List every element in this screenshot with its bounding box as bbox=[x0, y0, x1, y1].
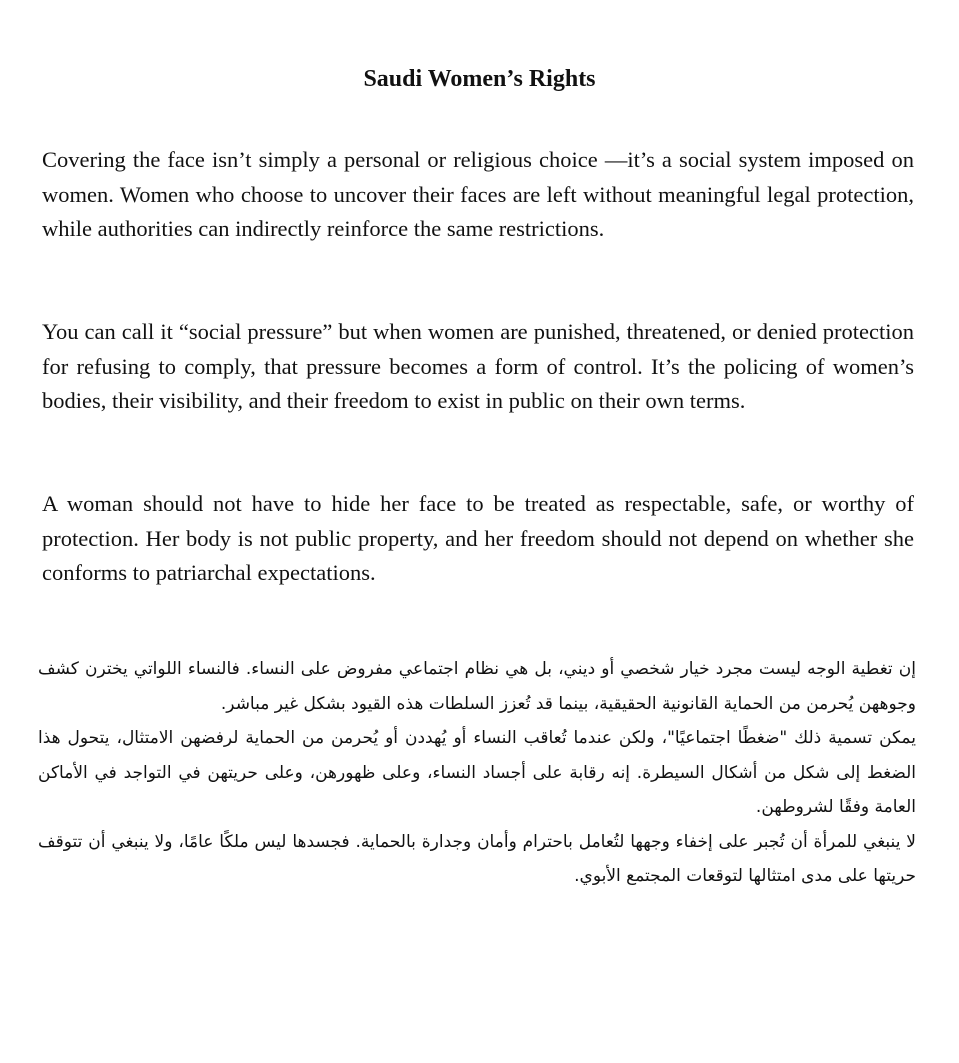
english-paragraph-3: A woman should not have to hide her face to be treated as respectable, safe, or worthy of protection. Her body is not public property, and her freedom should not depend on whether she conforms to patriarchal expectations. bbox=[42, 491, 914, 585]
arabic-paragraph-2: يمكن تسمية ذلك "ضغطًا اجتماعيًا"، ولكن عندما تُعاقب النساء أو يُهددن أو يُحرمن من الحماية لرفضهن الامتثال، يتحول هذا الضغط إلى شكل من أشكال السيطرة. إنه رقابة على أجساد النساء، وعلى ظهورهن، وعلى حريتهن في التواجد في الأماكن العامة وفقًا لشروطهن. bbox=[38, 728, 916, 817]
english-paragraph-1: Covering the face isn’t simply a personal or religious choice —it’s a social system imposed on women. Women who choose to uncover their faces are left without meaningful legal protection, while authorities can indirectly reinforce the same restrictions. bbox=[42, 147, 914, 241]
arabic-paragraph-1: إن تغطية الوجه ليست مجرد خيار شخصي أو ديني، بل هي نظام اجتماعي مفروض على النساء. فالنساء اللواتي يخترن كشف وجوههن يُحرمن من الحماية القانونية الحقيقية، بينما قد تُعزز السلطات هذه القيود بشكل غير مباشر. bbox=[38, 659, 916, 714]
arabic-section bbox=[38, 652, 916, 894]
english-paragraph-2: You can call it “social pressure” but when women are punished, threatened, or denied protection for refusing to comply, that pressure becomes a form of control. It’s the policing of women’s bodies, their visibility, and their freedom to exist in public on their own terms. bbox=[42, 319, 914, 413]
document-title: Saudi Women’s Rights bbox=[363, 66, 596, 92]
arabic-paragraph-3: لا ينبغي للمرأة أن تُجبر على إخفاء وجهها لتُعامل باحترام وأمان وجدارة بالحماية. فجسدها ليس ملكًا عامًا، ولا ينبغي أن تتوقف حريتها على مدى امتثالها لتوقعات المجتمع الأبوي. bbox=[38, 831, 916, 886]
